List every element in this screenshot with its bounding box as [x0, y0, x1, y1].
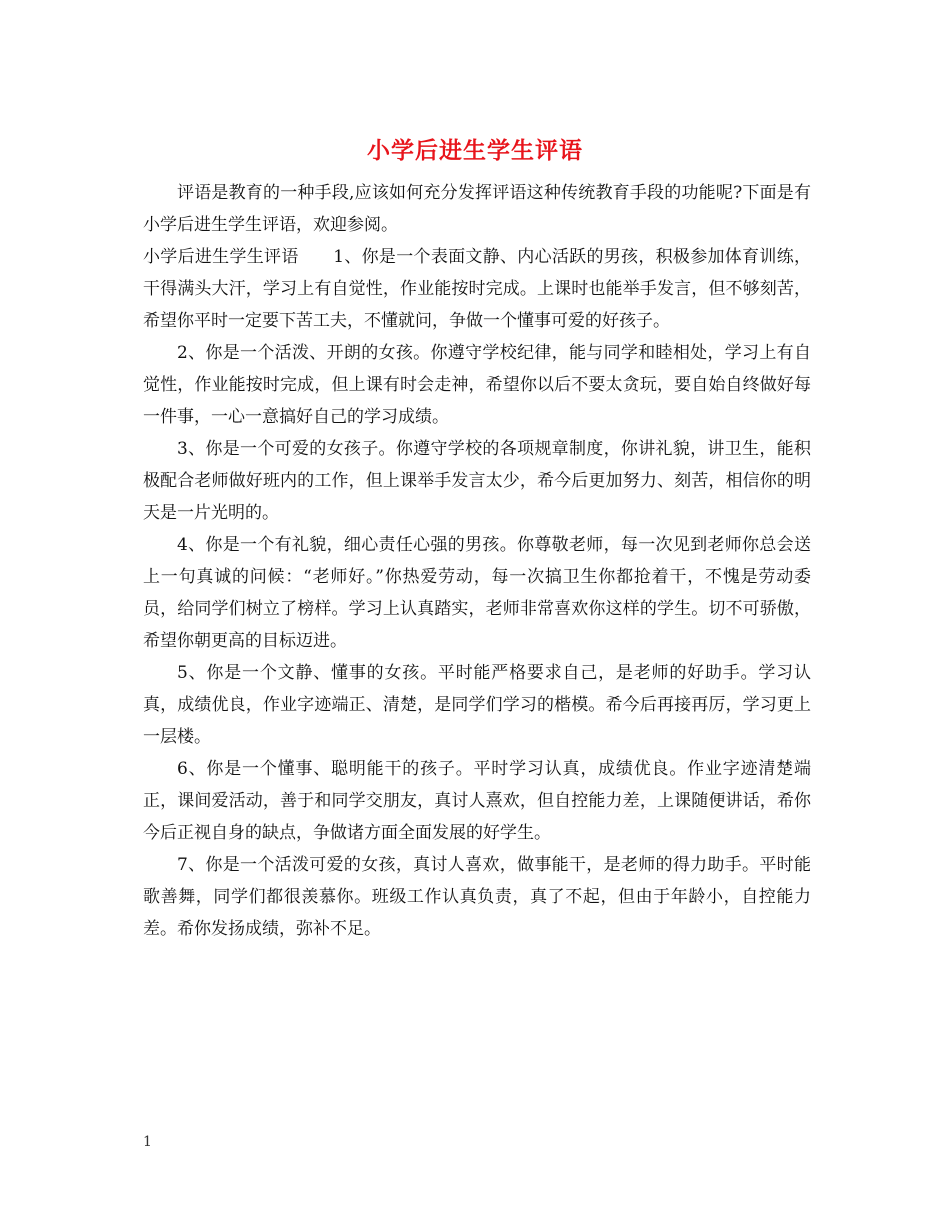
comment-paragraph-6: 6、你是一个懂事、聪明能干的孩子。平时学习认真，成绩优良。作业字迹清楚端正，课间爱活动，善于和同学交朋友，真讨人熹欢，但自控能力差，上课随便讲话，希你今后正视自身的缺点，争做诸方面全面发展的好学生。 [143, 759, 811, 843]
comment-paragraph-7: 7、你是一个活泼可爱的女孩，真讨人喜欢，做事能干，是老师的得力助手。平时能歌善舞，同学们都很羡慕你。班级工作认真负责，真了不起，但由于年龄小，自控能力差。希你发扬成绩，弥补不足。 [143, 855, 811, 939]
intro-paragraph: 评语是教育的一种手段,应该如何充分发挥评语这种传统教育手段的功能呢?下面是有小学后进生学生评语，欢迎参阅。 [143, 183, 811, 235]
page-number: 1 [143, 1134, 152, 1150]
comment-paragraph-2: 2、你是一个活泼、开朗的女孩。你遵守学校纪律，能与同学和睦相处，学习上有自觉性，作业能按时完成，但上课有时会走神，希望你以后不要太贪玩，要自始自终做好每一件事，一心一意搞好自己的学习成绩。 [143, 343, 811, 427]
comment-paragraph-3: 3、你是一个可爱的女孩子。你遵守学校的各项规章制度，你讲礼貌，讲卫生，能积极配合老师做好班内的工作，但上课举手发言太少，希今后更加努力、刻苦，相信你的明天是一片光明的。 [143, 439, 811, 523]
comment-paragraph-4: 4、你是一个有礼貌，细心责任心强的男孩。你尊敬老师，每一次见到老师你总会送上一句真诚的问候：“老师好。”你热爱劳动，每一次搞卫生你都抢着干，不愧是劳动委员，给同学们树立了榜样。学习上认真踏实，老师非常喜欢你这样的学生。切不可骄傲，希望你朝更高的目标迈进。 [143, 535, 811, 651]
comment-paragraph-5: 5、你是一个文静、懂事的女孩。平时能严格要求自己，是老师的好助手。学习认真，成绩优良，作业字迹端正、清楚，是同学们学习的楷模。希今后再接再厉，学习更上一层楼。 [143, 663, 811, 747]
document-body [143, 177, 811, 945]
comment-paragraph-1: 小学后进生学生评语 1、你是一个表面文静、内心活跃的男孩，积极参加体育训练，干得满头大汗，学习上有自觉性，作业能按时完成。上课时也能举手发言，但不够刻苦，希望你平时一定要下苦工夫，不懂就问，争做一个懂事可爱的好孩子。 [143, 247, 811, 331]
document-title: 小学后进生学生评语 [367, 137, 583, 164]
